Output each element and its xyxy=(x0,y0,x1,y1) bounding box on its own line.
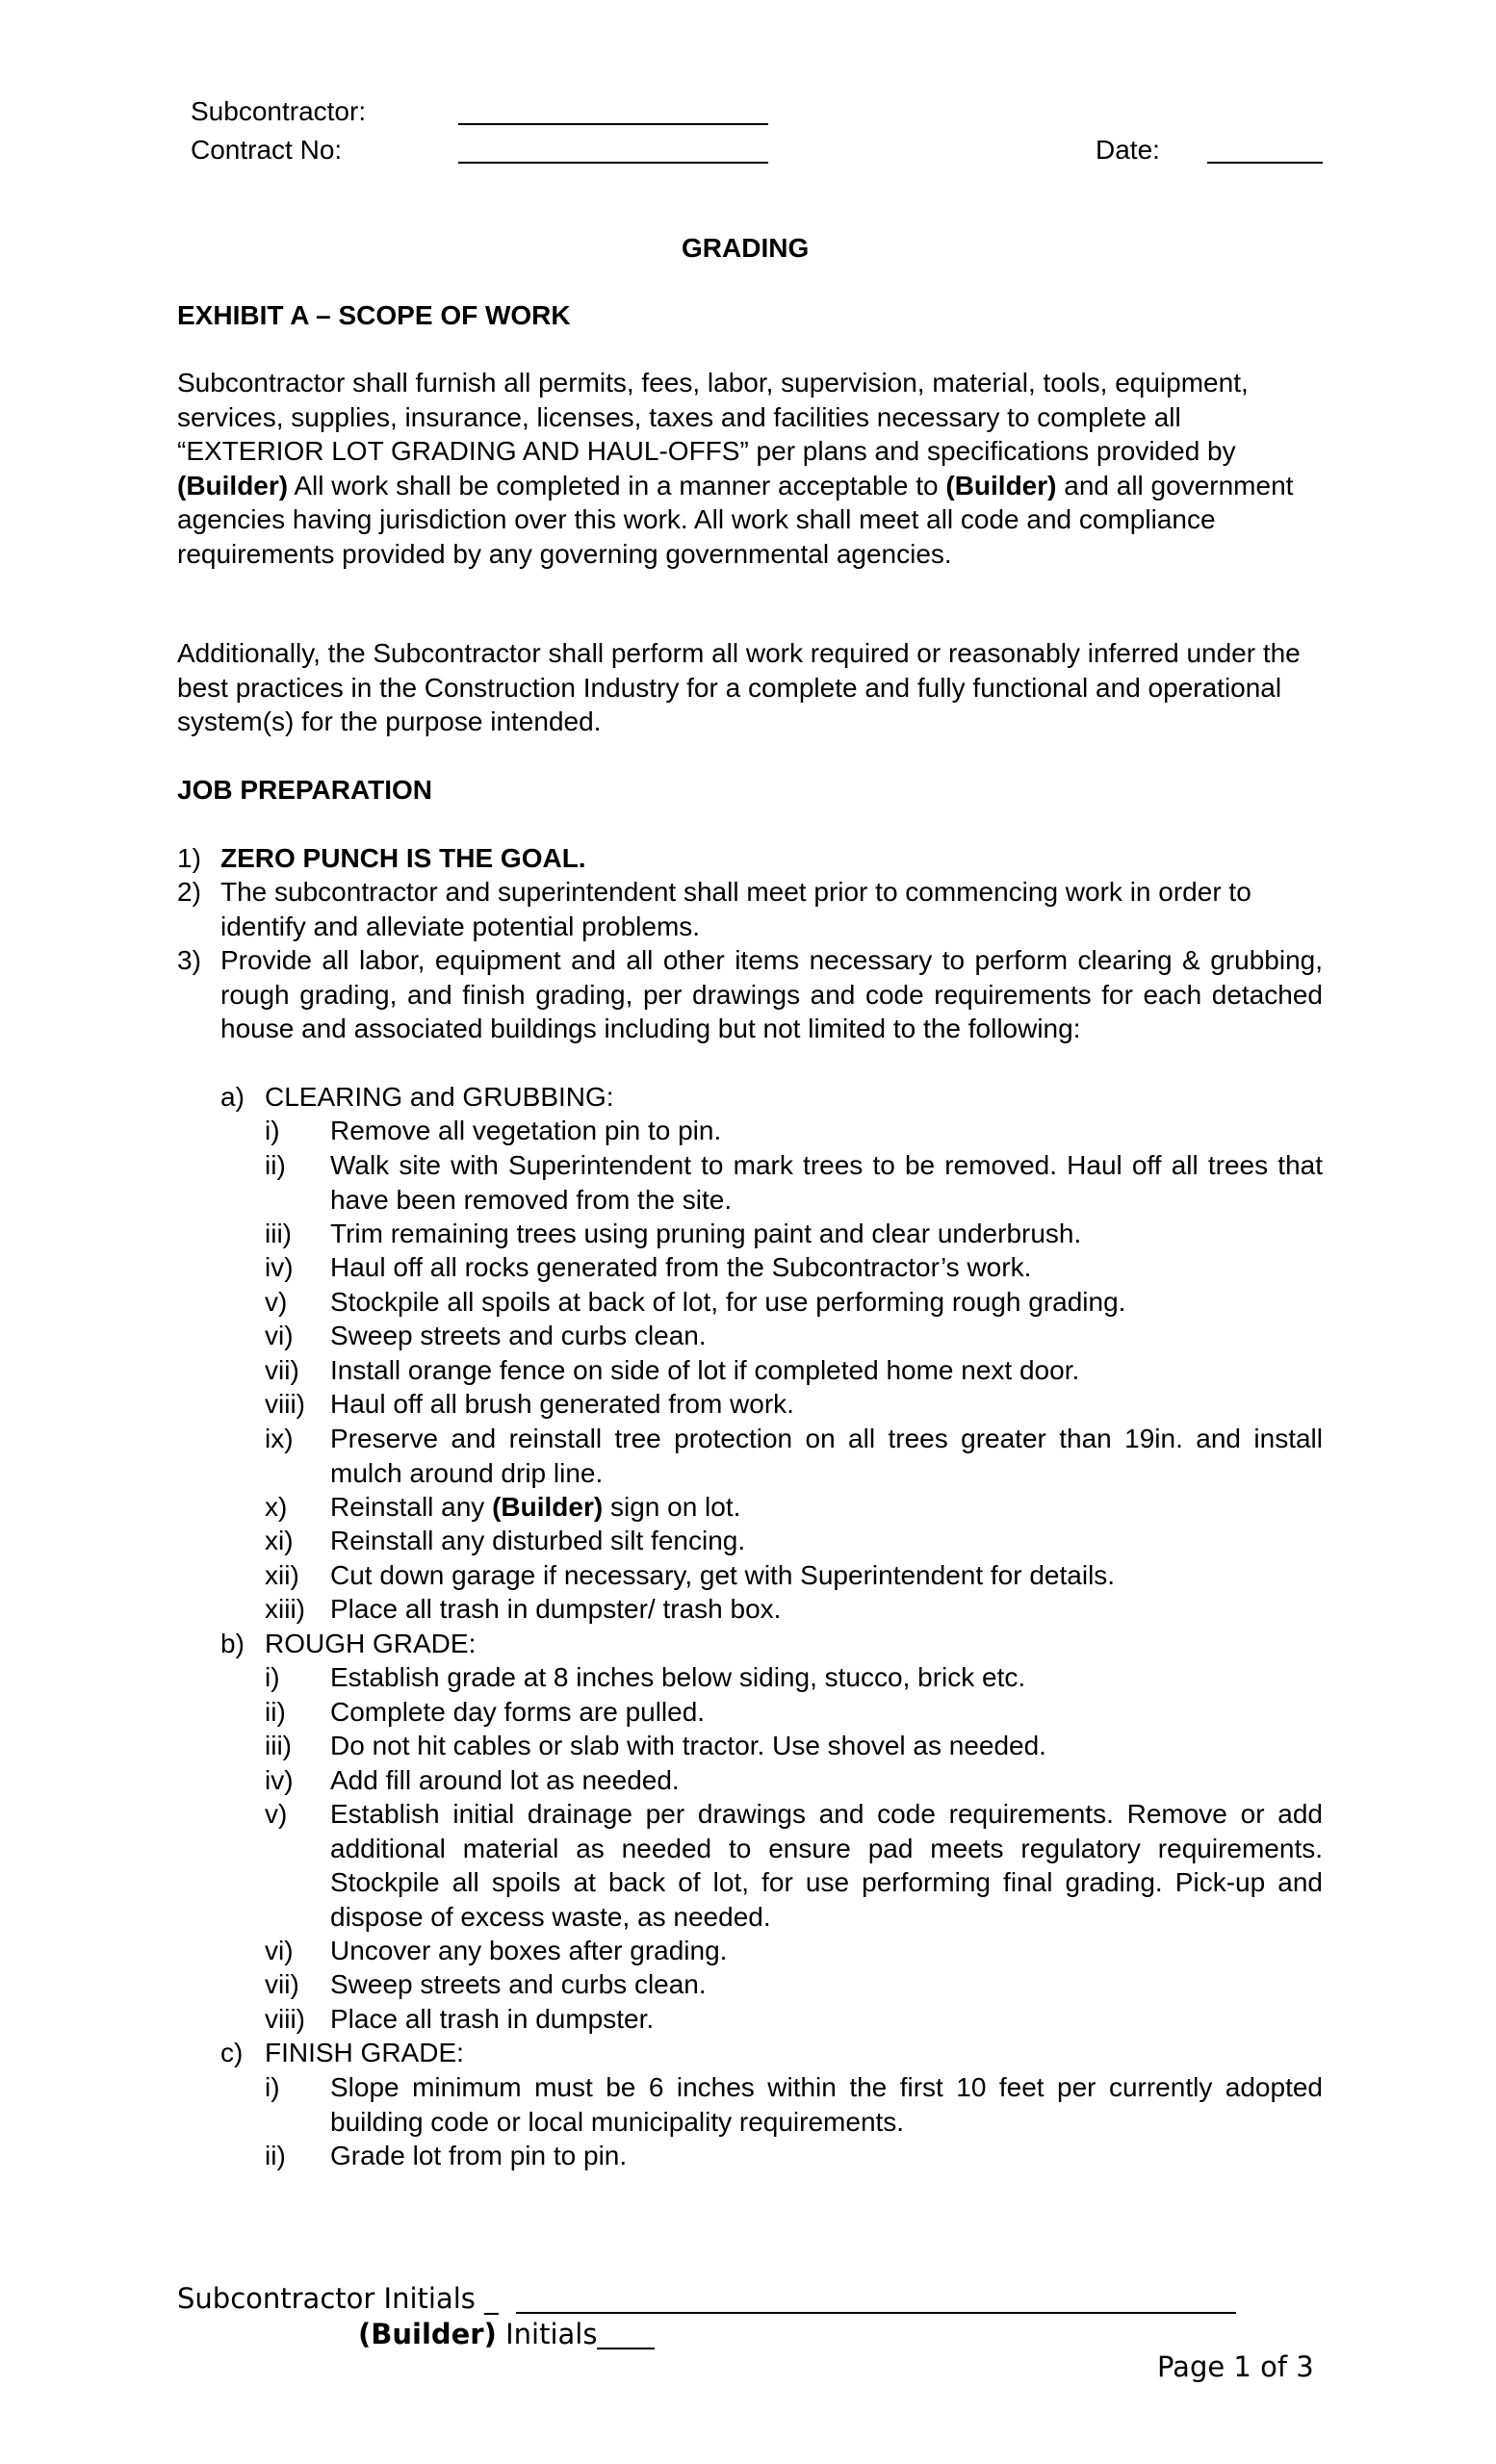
item-number: 2) xyxy=(177,877,201,907)
clearing-item: Stockpile all spoils at back of lot, for use performing rough grading. xyxy=(330,1287,1126,1317)
subitem-number: ii) xyxy=(265,2141,286,2170)
subitem-number: viii) xyxy=(265,1389,305,1419)
subitem-number: iv) xyxy=(265,1765,294,1795)
clearing-item: Install orange fence on side of lot if completed home next door. xyxy=(330,1355,1080,1385)
clearing-item: Place all trash in dumpster/ trash box. xyxy=(330,1594,782,1624)
subitem-number: ii) xyxy=(265,1150,286,1180)
subcontractor-label: Subcontractor: xyxy=(191,96,367,126)
clearing-item: Cut down garage if necessary, get with Superintendent for details. xyxy=(330,1560,1116,1590)
subitem-number: ii) xyxy=(265,1697,286,1727)
clearing-item: Reinstall any (Builder) sign on lot. xyxy=(330,1492,741,1522)
clearing-item: Sweep streets and curbs clean. xyxy=(330,1321,707,1350)
builder-initials-label: (Builder) Initials xyxy=(358,2318,598,2350)
document-title: GRADING xyxy=(682,233,810,263)
subitem-number: v) xyxy=(265,1799,288,1829)
clearing-grubbing-title: CLEARING and GRUBBING: xyxy=(265,1082,614,1112)
subitem-number: xii) xyxy=(265,1560,299,1590)
subcontractor-field[interactable] xyxy=(458,104,768,125)
subitem-number: i) xyxy=(265,1662,280,1692)
builder-name: (Builder) xyxy=(358,2318,497,2350)
meeting-requirement: The subcontractor and superintendent shall meet prior to commencing work in order to identify and alleviate potential problems. xyxy=(220,877,1251,941)
contract-no-field[interactable] xyxy=(458,142,768,164)
subitem-number: viii) xyxy=(265,2004,305,2034)
job-preparation-heading: JOB PREPARATION xyxy=(177,775,432,805)
rough-grade-title: ROUGH GRADE: xyxy=(265,1629,477,1658)
clearing-item: Remove all vegetation pin to pin. xyxy=(330,1116,722,1145)
subcontractor-initials-label: Subcontractor Initials _ xyxy=(177,2282,499,2315)
subitem-number: xi) xyxy=(265,1526,294,1555)
rough-grade-item: Establish grade at 8 inches below siding, stucco, brick etc. xyxy=(330,1662,1026,1692)
subitem-number: i) xyxy=(265,1116,280,1145)
clearing-item: Haul off all brush generated from work. xyxy=(330,1389,794,1419)
clearing-item: Trim remaining trees using pruning paint and clear underbrush. xyxy=(330,1219,1082,1248)
subcontractor-initials-field[interactable] xyxy=(516,2289,1236,2314)
subitem-number: ix) xyxy=(265,1424,294,1453)
rough-grade-item: Establish initial drainage per drawings and code requirements. Remove or add additional material as needed to ensure pad meets regulatory requirements. Stockpile all spoils at back of lot, for use performing final grading. Pick-up and dispose of excess waste, as needed. xyxy=(330,1799,1323,1932)
date-field[interactable] xyxy=(1207,142,1323,164)
section-label: b) xyxy=(220,1629,245,1658)
rough-grade-item: Place all trash in dumpster. xyxy=(330,2004,655,2034)
builder-initials-field[interactable] xyxy=(597,2324,655,2349)
clearing-item: Walk site with Superintendent to mark trees to be removed. Haul off all trees that have been removed from the site. xyxy=(330,1150,1323,1215)
builder-name: (Builder) xyxy=(177,470,289,500)
subitem-number: iv) xyxy=(265,1252,294,1282)
labor-requirement: Provide all labor, equipment and all other items necessary to perform clearing & grubbing, rough grading, and finish grading, per drawings and code requirements for each detached house and associated buildings including but not limited to the following: xyxy=(220,945,1323,1043)
section-label: a) xyxy=(220,1082,245,1112)
builder-name: (Builder) xyxy=(492,1492,604,1522)
zero-punch-goal: ZERO PUNCH IS THE GOAL. xyxy=(220,843,586,873)
subitem-number: x) xyxy=(265,1492,288,1522)
clearing-item: Preserve and reinstall tree protection on all trees greater than 19in. and install mulch around drip line. xyxy=(330,1424,1323,1488)
rough-grade-item: Sweep streets and curbs clean. xyxy=(330,1969,707,1999)
subitem-number: xiii) xyxy=(265,1594,305,1624)
clearing-item: Haul off all rocks generated from the Subcontractor’s work. xyxy=(330,1252,1032,1282)
item-number: 3) xyxy=(177,945,201,975)
clearing-item: Reinstall any disturbed silt fencing. xyxy=(330,1526,746,1555)
finish-grade-title: FINISH GRADE: xyxy=(265,2038,464,2067)
rough-grade-item: Do not hit cables or slab with tractor. Use shovel as needed. xyxy=(330,1731,1046,1760)
exhibit-heading: EXHIBIT A – SCOPE OF WORK xyxy=(177,300,571,330)
rough-grade-item: Add fill around lot as needed. xyxy=(330,1765,680,1795)
subitem-number: vi) xyxy=(265,1321,294,1350)
page-number: Page 1 of 3 xyxy=(1157,2350,1314,2383)
subitem-number: iii) xyxy=(265,1219,292,1248)
subitem-number: iii) xyxy=(265,1731,292,1760)
subitem-number: v) xyxy=(265,1287,288,1317)
finish-grade-item: Grade lot from pin to pin. xyxy=(330,2141,628,2170)
subitem-number: vi) xyxy=(265,1936,294,1965)
finish-grade-item: Slope minimum must be 6 inches within the first 10 feet per currently adopted building code or local municipality requirements. xyxy=(330,2072,1323,2137)
item-number: 1) xyxy=(177,843,201,873)
subitem-number: vii) xyxy=(265,1969,299,1999)
date-label: Date: xyxy=(1096,135,1160,165)
builder-name: (Builder) xyxy=(945,470,1057,500)
rough-grade-item: Uncover any boxes after grading. xyxy=(330,1936,728,1965)
section-label: c) xyxy=(220,2038,244,2067)
rough-grade-item: Complete day forms are pulled. xyxy=(330,1697,706,1727)
additional-paragraph: Additionally, the Subcontractor shall perform all work required or reasonably inferred under the best practices in the Construction Industry for a complete and fully functional and operational system(s) for the purpose intended. xyxy=(177,638,1301,736)
intro-paragraph: Subcontractor shall furnish all permits, fees, labor, supervision, material, tools, equipment, services, supplies, insurance, licenses, taxes and facilities necessary to complete all “EXTERIOR LOT GRADING AND HAUL-OFFS” per plans and specifications provided by (Builder) All work shall be completed in a manner acceptable to (Builder) and all government agencies having jurisdiction over this work. All work shall meet all code and compliance requirements provided by any governing governmental agencies. xyxy=(177,368,1294,569)
subitem-number: i) xyxy=(265,2072,280,2102)
subitem-number: vii) xyxy=(265,1355,299,1385)
contract-no-label: Contract No: xyxy=(191,135,343,165)
